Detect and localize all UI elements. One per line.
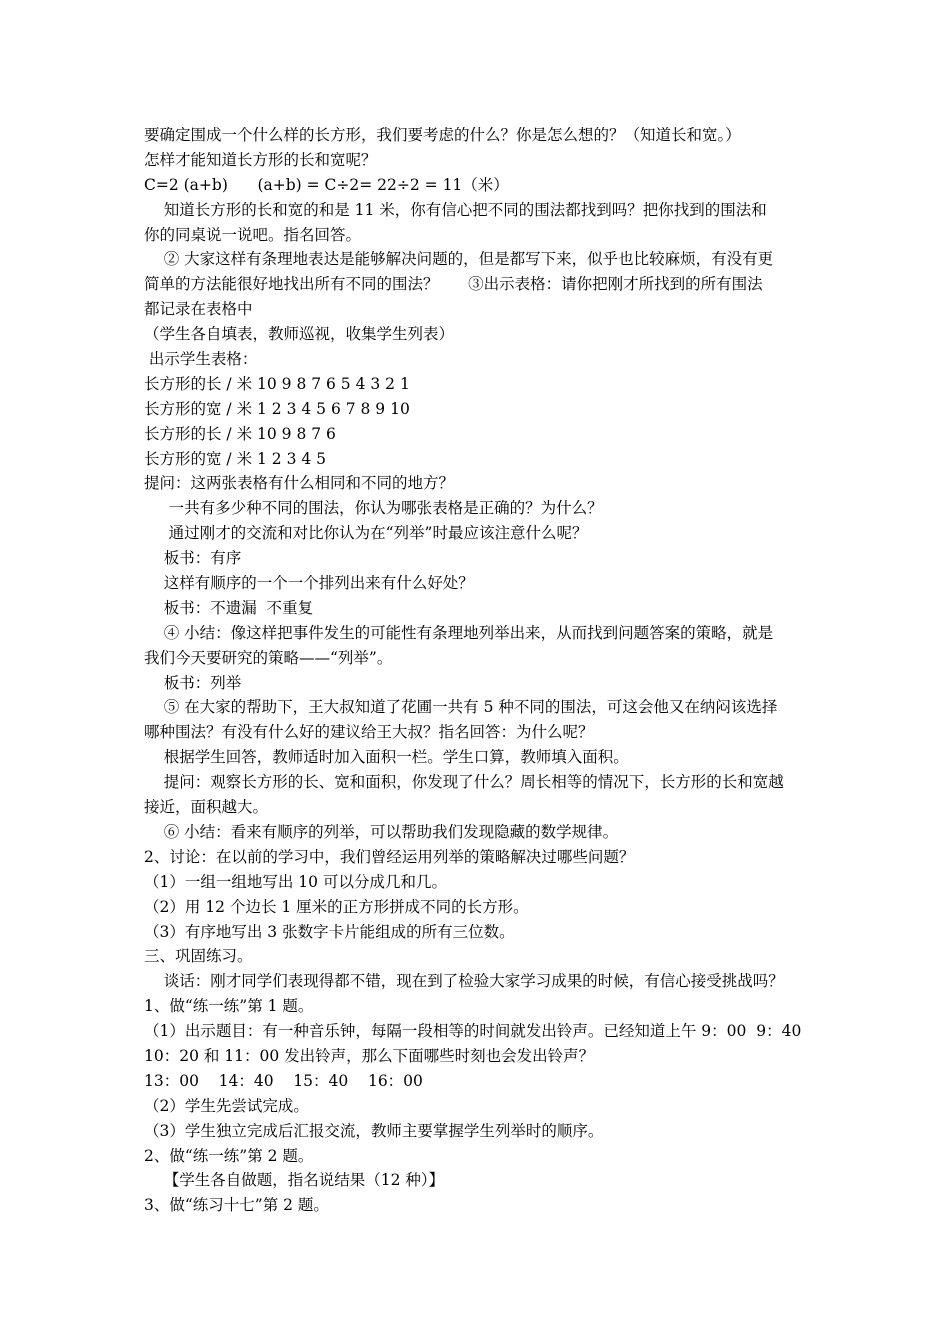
text-line: 2、讨论：在以前的学习中，我们曾经运用列举的策略解决过哪些问题？ <box>144 847 635 866</box>
text-line: ④ 小结：像这样把事件发生的可能性有条理地列举出来，从而找到问题答案的策略，就是 <box>144 623 774 642</box>
text-line: 根据学生回答，教师适时加入面积一栏。学生口算，教师填入面积。 <box>144 748 629 767</box>
text-line: 通过刚才的交流和对比你认为在“列举”时最应该注意什么呢？ <box>144 524 588 543</box>
text-line: 提问：这两张表格有什么相同和不同的地方？ <box>144 474 455 493</box>
list-item: （3）学生独立完成后汇报交流，教师主要掌握学生列举时的顺序。 <box>144 1121 604 1140</box>
text-line: 提问：观察长方形的长、宽和面积，你发现了什么？周长相等的情况下，长方形的长和宽越 <box>144 773 784 792</box>
list-item: （2）用 12 个边长 1 厘米的正方形拼成不同的长方形。 <box>144 897 529 916</box>
text-line: 出示学生表格： <box>144 350 258 369</box>
table-row-text: 长方形的宽 / 米 1 2 3 4 5 <box>144 449 327 468</box>
text-line: 要确定围成一个什么样的长方形，我们要考虑的什么？你是怎么想的？（知道长和宽。） <box>144 126 741 144</box>
text-line: 板书：有序 <box>144 549 242 568</box>
text-line: 这样有顺序的一个一个排列出来有什么好处？ <box>144 574 474 593</box>
text-line: 我们今天要研究的策略——“列举”。 <box>144 648 393 667</box>
section-heading: 三、巩固练习。 <box>144 947 253 966</box>
document-body <box>144 123 824 1218</box>
text-line: 3、做“练习十七”第 2 题。 <box>144 1196 329 1215</box>
text-line: 怎样才能知道长方形的长和宽呢？ <box>144 150 377 169</box>
list-item: （1）出示题目：有一种音乐钟，每隔一段相等的时间就发出铃声。已经知道上午 9：00 9：40 <box>144 1022 802 1041</box>
text-line: 13：00 14：40 15：40 16：00 <box>144 1071 423 1090</box>
text-line: 哪种围法？有没有什么好的建议给王大叔？指名回答：为什么呢？ <box>144 723 594 742</box>
text-line: 都记录在表格中 <box>144 300 253 319</box>
text-line: （学生各自填表，教师巡视，收集学生列表） <box>144 325 455 344</box>
text-line: 2、做“练一练”第 2 题。 <box>144 1146 314 1165</box>
list-item: （2）学生先尝试完成。 <box>144 1096 309 1115</box>
table-row-text: 长方形的宽 / 米 1 2 3 4 5 6 7 8 9 10 <box>144 399 410 418</box>
text-line: 一共有多少种不同的围法，你认为哪张表格是正确的？为什么？ <box>144 499 603 518</box>
text-line: 1、做“练一练”第 1 题。 <box>144 997 314 1016</box>
text-line: ⑥ 小结：看来有顺序的列举，可以帮助我们发现隐藏的数学规律。 <box>144 822 619 841</box>
text-line: ② 大家这样有条理地表达是能够解决问题的，但是都写下来，似乎也比较麻烦，有没有更 <box>144 250 774 269</box>
text-line: 接近，面积越大。 <box>144 798 269 817</box>
text-line: 简单的方法能很好地找出所有不同的围法？ ③出示表格：请你把刚才所找到的所有围法 <box>144 275 763 294</box>
text-line: 知道长方形的长和宽的和是 11 米，你有信心把不同的围法都找到吗？把你找到的围法和 <box>144 200 767 219</box>
text-line: 【学生各自做题，指名说结果（12 种）】 <box>144 1171 445 1190</box>
text-line: ⑤ 在大家的帮助下，王大叔知道了花圃一共有 5 种不同的围法，可这会他又在纳闷该选择 <box>144 698 778 717</box>
table-row-text: 长方形的长 / 米 10 9 8 7 6 5 4 3 2 1 <box>144 374 410 393</box>
text-line: 你的同桌说一说吧。指名回答。 <box>144 225 362 244</box>
text-line: 板书：不遗漏 不重复 <box>144 598 314 617</box>
list-item: （3）有序地写出 3 张数字卡片能组成的所有三位数。 <box>144 922 515 941</box>
text-line: 10：20 和 11：00 发出铃声，那么下面哪些时刻也会发出铃声？ <box>144 1046 595 1065</box>
list-item: （1）一组一组地写出 10 可以分成几和几。 <box>144 872 447 891</box>
text-line: 板书：列举 <box>144 673 242 692</box>
text-line: 谈话：刚才同学们表现得都不错，现在到了检验大家学习成果的时候，有信心接受挑战吗？ <box>144 972 784 991</box>
table-row-text: 长方形的长 / 米 10 9 8 7 6 <box>144 424 336 443</box>
text-line: C=2 (a+b) (a+b) = C÷2= 22÷2 = 11（米） <box>144 175 509 194</box>
